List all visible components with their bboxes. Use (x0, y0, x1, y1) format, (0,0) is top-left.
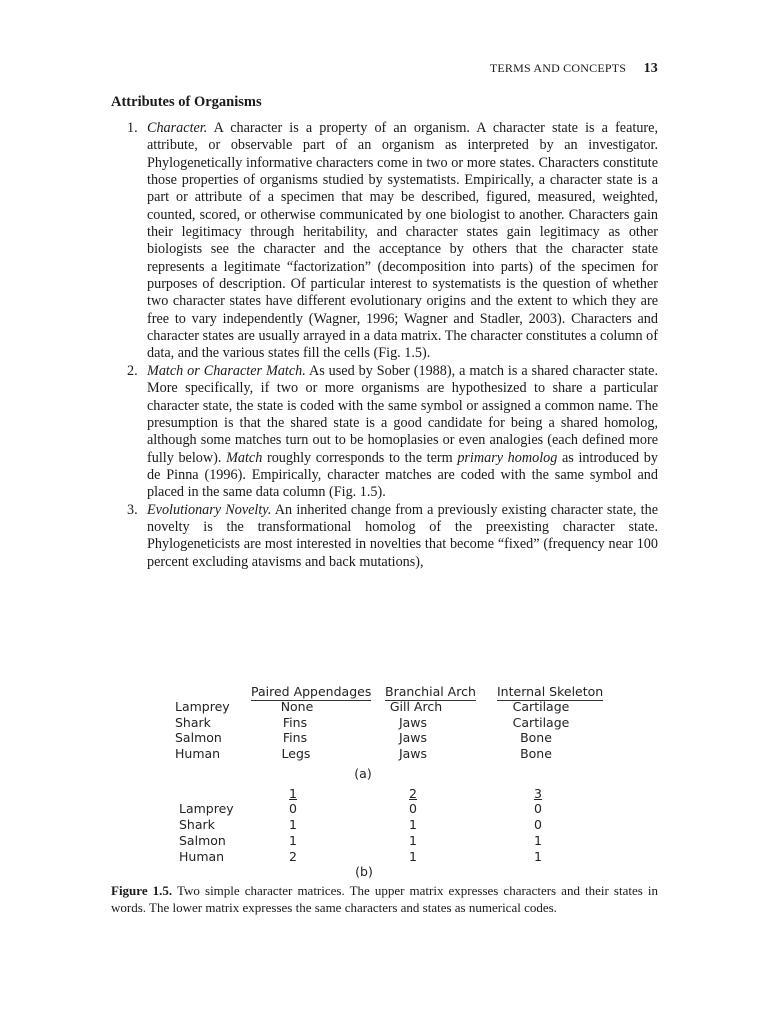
matrix-b-cell: 1 (289, 817, 297, 832)
matrix-b-header-2: 2 (409, 786, 417, 801)
matrix-b-header-1: 1 (289, 786, 297, 801)
definition-item-character (127, 120, 658, 363)
matrix-b-taxon: Lamprey (179, 801, 234, 816)
matrix-a-header-paired-appendages: Paired Appendages (251, 684, 372, 699)
matrix-b-cell: 1 (409, 849, 417, 864)
matrix-b-label: (b) (355, 864, 373, 879)
item-term: Character. (147, 120, 208, 136)
item-term: Evolutionary Novelty. (147, 501, 272, 518)
matrix-b-cell: 0 (409, 801, 417, 816)
matrix-b-cell: 1 (534, 833, 542, 848)
matrix-a-cell: Cartilage (512, 699, 570, 714)
matrix-a-cell: Fins (282, 730, 308, 745)
matrix-b-header-3: 3 (534, 786, 542, 801)
item-text: as introduced by de Pinna (1996). Empirically, character matches are coded with the same symbol and placed in the same data column (Fig. 1.5). (147, 449, 658, 501)
matrix-b-taxon: Human (179, 849, 225, 864)
running-head-title: TERMS AND CONCEPTS (489, 61, 627, 75)
item-text: As used by Sober (1988), a match is a shared character state. More specifically, if two or more organisms are hypothesized to share a particular character state, the state is coded with the same symbol or assigned a common name. The presumption is that the shared state is a good candidate for being a shared homolog, although some matches turn out to be homoplasies or even analogies (each defined more fully below). (147, 362, 658, 466)
matrix-a-cell: Fins (282, 715, 308, 730)
caption-text: Two simple character matrices. The upper matrix expresses characters and their states in words. The lower matrix expresses the same characters and states as numerical codes. (111, 883, 658, 915)
matrix-a-cell: Gill Arch (389, 699, 443, 714)
running-head (490, 60, 658, 77)
matrix-b-cell: 0 (534, 801, 542, 816)
figure-caption (111, 882, 658, 916)
matrix-a-header-internal-skeleton: Internal Skeleton (497, 684, 604, 699)
matrix-a-header-branchial-arch: Branchial Arch (385, 684, 476, 699)
matrix-a-cell: None (280, 699, 314, 714)
matrix-b-taxon: Shark (179, 817, 215, 832)
matrix-b-cell: 0 (289, 801, 297, 816)
matrix-a-taxon: Human (175, 746, 221, 761)
matrix-a-cell: Bone (520, 746, 552, 761)
matrix-b-cell: 1 (409, 817, 417, 832)
matrix-b-taxon: Salmon (179, 833, 226, 848)
item-term: Match or Character Match. (147, 362, 306, 379)
emphasis-match: Match (226, 449, 263, 466)
item-text: A character is a property of an organism. A character state is a feature, attribute, or observable part of an organism as interpreted by an investigator. Phylogenetically informative characters come in two or more states. Characters constitute those properties of organisms studied by systematists. Empirically, a character state is a part or attribute of a specimen that may be described, figured, measured, weighted, counted, scored, or otherwise communicated by one biologist to another. Characters gain their legitimacy through heritability, and character states gain legitimacy as other biologists see the character and the acceptance by others that the character state represents a legitimate “factorization” (decomposition into parts) of the specimen for purposes of description. Of particular interest to systematists is the question of whether two character states have different evolutionary origins and the extent to which they are free to vary independently (Wagner, 1996; Wagner and Stadler, 2003). Characters and character states are usually arrayed in a data matrix. The character constitutes a column of data, and the various states fill the cells (Fig. 1.5). (147, 120, 658, 362)
matrix-b-cell: 1 (534, 849, 542, 864)
matrix-a-cell: Jaws (398, 715, 428, 730)
definition-list (127, 120, 658, 571)
emphasis-primary-homolog: primary homolog (457, 449, 558, 466)
matrix-b-cell: 1 (289, 833, 297, 848)
item-number: 2. (127, 362, 138, 379)
matrix-a-cell: Legs (281, 746, 311, 761)
caption-label: Figure 1.5. (111, 883, 173, 898)
matrix-a-cell: Jaws (398, 746, 428, 761)
item-text: roughly corresponds to the term (262, 449, 458, 466)
matrix-a-taxon: Lamprey (175, 699, 230, 714)
definition-item-evolutionary-novelty (127, 502, 658, 571)
item-number: 1. (127, 120, 138, 136)
matrix-b-cell: 1 (409, 833, 417, 848)
matrix-a-cell: Bone (520, 730, 552, 745)
item-text: An inherited change from a previously existing character state, the novelty is the transformational homolog of the preexisting character state. Phylogeneticists are most interested in novelties that become “fixed” (frequency near 100 percent excluding atavisms and back mutations), (147, 501, 659, 570)
matrix-a-label: (a) (354, 766, 372, 781)
matrix-b-cell: 2 (289, 849, 297, 864)
item-number: 3. (127, 501, 138, 518)
matrix-a-taxon: Shark (175, 715, 211, 730)
page-number: 13 (643, 61, 658, 76)
definition-item-match (127, 363, 658, 502)
section-title: Attributes of Organisms (111, 94, 262, 110)
matrix-a-cell: Jaws (398, 730, 428, 745)
matrix-a-taxon: Salmon (175, 730, 222, 745)
matrix-a-cell: Cartilage (512, 715, 570, 730)
matrix-b-cell: 0 (534, 817, 542, 832)
